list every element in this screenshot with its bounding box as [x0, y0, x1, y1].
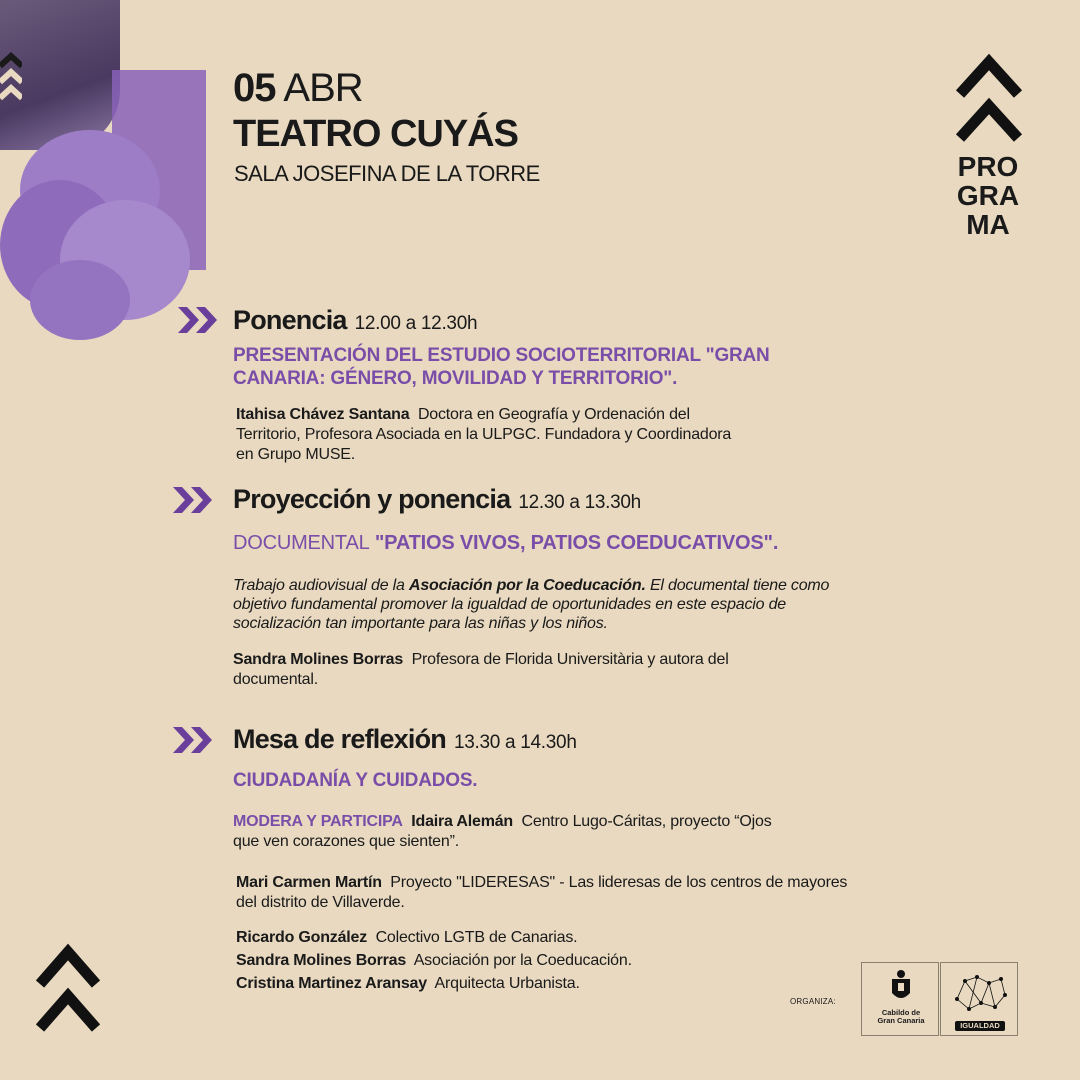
participant-list: Ricardo González Colectivo LGTB de Canarias. Sandra Molines Borras Asociación por la Coeducación. Cristina Martinez Aransay Arquitecta Urbanista. — [236, 929, 632, 992]
coat-of-arms-icon — [889, 969, 913, 1003]
documentary-description: Trabajo audiovisual de la Asociación por la Coeducación. El documental tiene como objetivo fundamental promover la igualdad de oportunidades en este espacio de socialización tan importante para las niñas y los niños. — [233, 577, 830, 632]
double-arrow-icon — [173, 487, 215, 513]
section-title-ponencia: Ponencia 12.00 a 12.30h — [233, 305, 478, 335]
speaker-info: Itahisa Chávez Santana Doctora en Geografía y Ordenación del Territorio, Profesora Asociada en la ULPGC. Fundadora y Coordinadora en Grupo MUSE. — [236, 406, 732, 463]
section-subtitle: DOCUMENTAL "PATIOS VIVOS, PATIOS COEDUCATIVOS". — [233, 532, 779, 554]
section-subtitle: PRESENTACIÓN DEL ESTUDIO SOCIOTERRITORIAL "GRAN CANARIA: GÉNERO, MOVILIDAD Y TERRITORIO". — [233, 345, 770, 389]
header-photo — [0, 0, 210, 350]
double-arrow-icon — [178, 307, 220, 333]
speaker-info: Sandra Molines Borras Profesora de Florida Universitària y autora del documental. — [233, 651, 729, 688]
section-subtitle: CIUDADANÍA Y CUIDADOS. — [233, 770, 478, 791]
moderator-info: MODERA Y PARTICIPA Idaira Alemán Centro Lugo-Cáritas, proyecto “Ojos que ven corazones que sienten”. — [233, 813, 772, 850]
cabildo-logo: Cabildo de Gran Canaria — [861, 962, 939, 1036]
section-title-proyeccion: Proyección y ponencia 12.30 a 13.30h — [233, 484, 641, 514]
participant-info: Mari Carmen Martín Proyecto "LIDERESAS" - Las lideresas de los centros de mayores del distrito de Villaverde. — [236, 874, 848, 911]
programa-badge: PRO GRA MA — [956, 151, 1020, 240]
network-icon — [951, 969, 1009, 1015]
double-chevron-up-icon — [956, 52, 1022, 148]
venue-name: TEATRO CUYÁS — [233, 113, 518, 155]
double-arrow-icon — [173, 727, 215, 753]
room-name: SALA JOSEFINA DE LA TORRE — [234, 161, 540, 186]
double-chevron-up-icon — [36, 942, 100, 1038]
event-date: 05 ABR — [233, 66, 363, 110]
section-title-mesa: Mesa de reflexión 13.30 a 14.30h — [233, 724, 577, 754]
igualdad-logo: IGUALDAD — [940, 962, 1018, 1036]
chevron-up-icon — [0, 48, 22, 106]
organiza-label: ORGANIZA: — [790, 997, 836, 1006]
